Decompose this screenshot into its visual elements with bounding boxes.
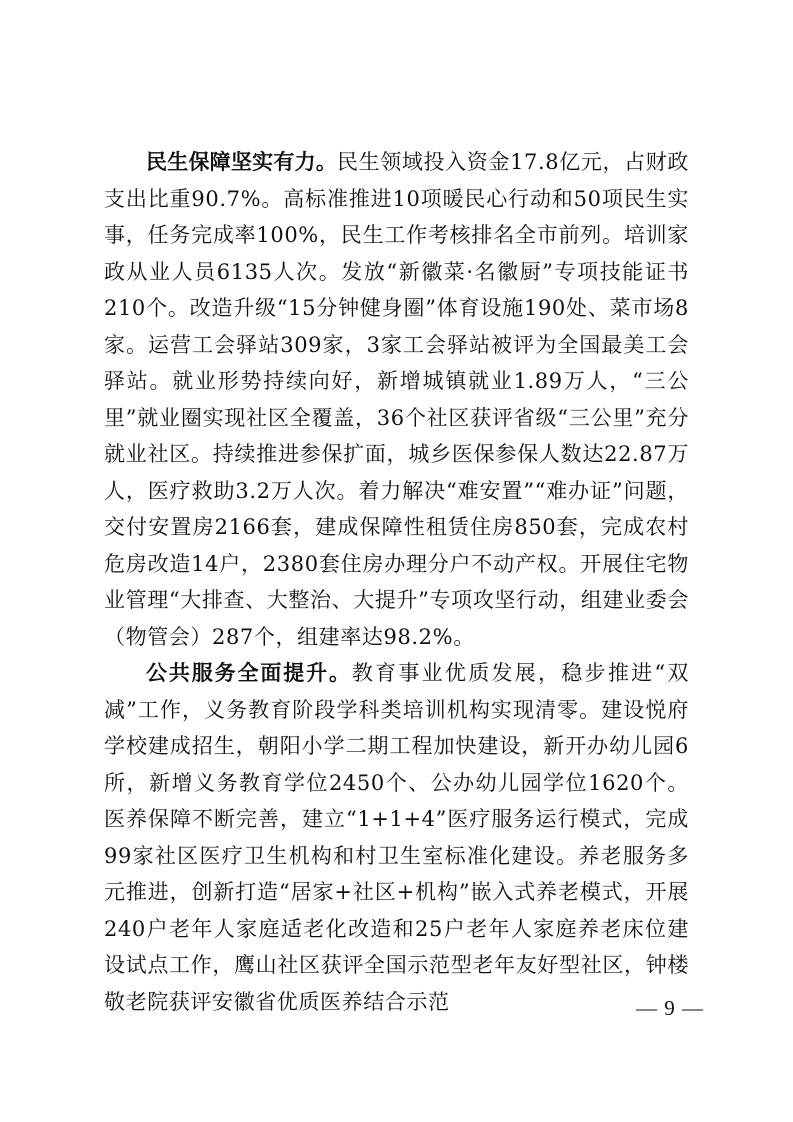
paragraph-heading: 公共服务全面提升。 — [146, 661, 352, 685]
paragraph-text: 教育事业优质发展，稳步推进“双减”工作，义务教育阶段学科类培训机构实现清零。建设悦府学校建成招生，朝阳小学二期工程加快建设，新开办幼儿园6所，新增义务教育学位2450个、公办幼儿园学位1620个。医养保障不断完善，建立“1+1+4”医疗服务运行模式，完成99家社区医疗卫生机构和村卫生室标准化建设。养老服务多元推进，创新打造“居家+社区+机构”嵌入式养老模式，开展240户老年人家庭适老化改造和25户老年人家庭养老床位建设试点工作，鹰山社区获评全国示范型老年友好型社区，钟楼敬老院获评安徽省优质医养结合示范 — [104, 661, 689, 1014]
paragraph-text: 民生领域投入资金17.8亿元，占财政支出比重90.7%。高标准推进10项暖民心行动和50项民生实事，任务完成率100%，民生工作考核排名全市前列。培训家政从业人员6135人次。发放“新徽菜·名徽厨”专项技能证书210个。改造升级“15分钟健身圈”体育设施190处、菜市场8家。运营工会驿站309家，3家工会驿站被评为全国最美工会驿站。就业形势持续向好，新增城镇就业1.89万人，“三公里”就业圈实现社区全覆盖，36个社区获评省级“三公里”充分就业社区。持续推进参保扩面，城乡医保参保人数达22.87万人，医疗救助3.2万人次。着力解决“难安置”“难办证”问题，交付安置房2166套，建成保障性租赁住房850套，完成农村危房改造14户，2380套住房办理分户不动产权。开展住宅物业管理“大排查、大整治、大提升”专项攻坚行动，组建业委会（物管会）287个，组建率达98.2%。 — [104, 150, 689, 649]
paragraph-public-services — [104, 655, 689, 1020]
paragraph-heading: 民生保障坚实有力。 — [146, 150, 338, 174]
paragraph-livelihood — [104, 144, 689, 655]
document-body — [104, 144, 689, 1020]
page-number: — 9 — — [636, 996, 704, 1020]
